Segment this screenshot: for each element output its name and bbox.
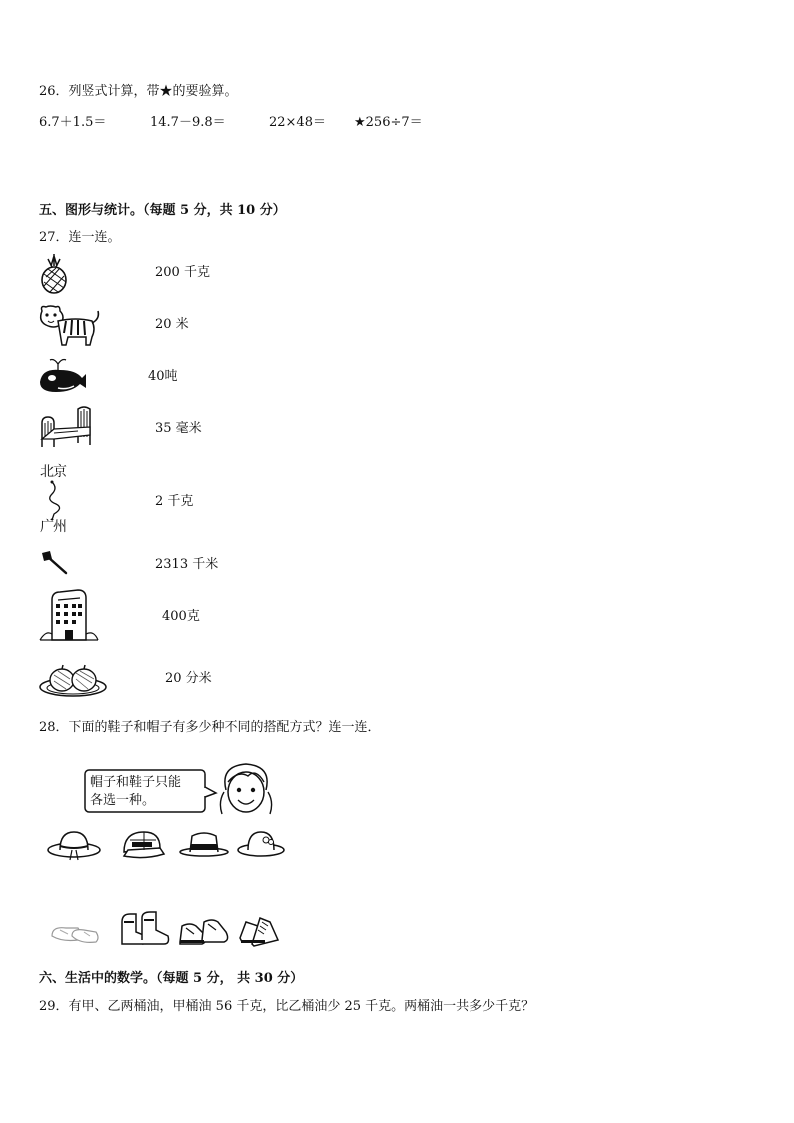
girl-icon — [216, 758, 276, 818]
q27-label-7: 400克 — [162, 609, 200, 624]
q29-title: 29．有甲、乙两桶油，甲桶油 56 千克，比乙桶油少 25 千克。两桶油一共多少千克？ — [39, 999, 535, 1014]
sneakers-icon — [176, 912, 232, 948]
thumbtack-icon — [40, 549, 70, 577]
cap-icon — [120, 826, 168, 862]
q26-title: 26．列竖式计算，带★的要验算。 — [39, 84, 238, 99]
q27-label-5: 2 千克 — [155, 494, 194, 509]
q27-label-2: 20 米 — [155, 317, 189, 332]
q27-label-1: 200 千克 — [155, 265, 210, 280]
pineapple-icon — [38, 254, 70, 294]
q27-label-8: 20 分米 — [165, 671, 212, 686]
tiger-icon — [36, 303, 102, 347]
q28-title: 28．下面的鞋子和帽子有多少种不同的搭配方式？连一连． — [39, 720, 381, 735]
section5-title: 五、图形与统计。（每题 5 分，共 10 分） — [39, 203, 286, 218]
q26-item-4: ★256÷7＝ — [354, 115, 423, 130]
map-city-beijing: 北京 — [40, 464, 66, 480]
speech-bubble — [84, 769, 208, 813]
q27-label-4: 35 毫米 — [155, 421, 202, 436]
q27-title: 27．连一连。 — [39, 230, 121, 245]
map-route-icon — [40, 464, 80, 538]
q26-item-2: 14.7－9.8＝ — [150, 115, 226, 130]
fruit-plate-icon — [38, 661, 108, 699]
sunhat-icon — [46, 826, 102, 862]
whale-icon — [36, 356, 88, 394]
section6-title: 六、生活中的数学。（每题 5 分， 共 30 分） — [39, 971, 304, 986]
bed-icon — [38, 405, 94, 449]
bonnet-icon — [236, 826, 286, 860]
speech-line-1: 帽子和鞋子只能 — [90, 775, 182, 790]
boots-icon — [116, 910, 174, 948]
building-icon — [38, 586, 100, 642]
q26-item-1: 6.7＋1.5＝ — [39, 115, 107, 130]
speech-line-2: 各选一种。 — [90, 793, 156, 808]
map-city-guangzhou: 广州 — [40, 519, 66, 535]
lace-up-shoes-icon — [236, 912, 282, 950]
q27-label-3: 40吨 — [148, 369, 178, 384]
q27-label-6: 2313 千米 — [155, 557, 219, 572]
slipper-icon — [48, 918, 102, 946]
q26-item-3: 22×48＝ — [269, 115, 326, 130]
fedora-icon — [178, 828, 230, 860]
